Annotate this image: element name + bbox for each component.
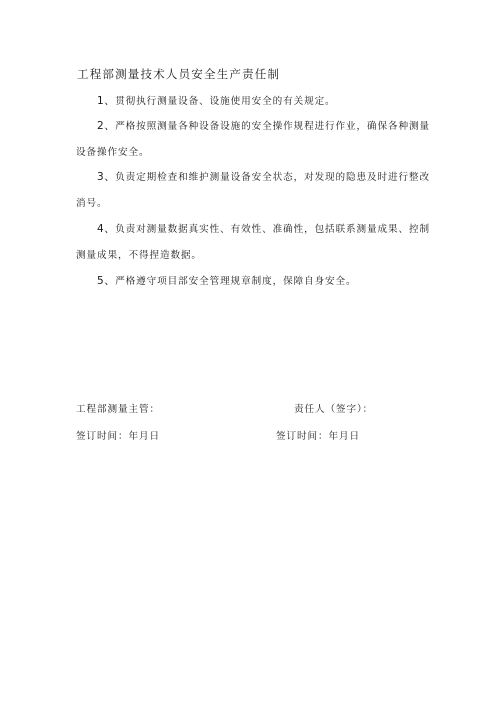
item-number: 4 [97,223,105,235]
item-number: 5 [97,275,105,287]
responsibility-item-4 [76,216,434,269]
item-number: 2 [97,120,105,132]
item-separator: 、 [104,223,116,235]
responsibility-item-2 [76,113,434,166]
item-separator: 、 [104,95,116,107]
responsible-person-signature-label: 责任人（签字）： [294,404,374,415]
supervisor-signature-label: 工程部测量主管： [76,404,160,415]
item-text: 贯彻执行测量设备、设施使用安全的有关规定。 [115,96,336,107]
item-separator: 、 [104,120,116,132]
item-separator: 、 [104,275,116,287]
item-text: 负责对测量数据真实性、有效性、准确性，包括联系测量成果、控制测量成果，不得捏造数据。 [76,224,430,261]
item-text: 负责定期检查和维护测量设备安全状态，对发现的隐患及时进行整改消号。 [76,172,430,209]
responsibility-item-1 [76,88,434,115]
responsibility-item-3 [76,164,434,217]
responsible-person-sign-date: 签订时间：年月日 [276,431,360,442]
item-text: 严格遵守项目部安全管理规章制度，保障自身安全。 [115,276,357,287]
item-number: 3 [97,171,105,183]
item-separator: 、 [104,171,116,183]
document-title: 工程部测量技术人员安全生产责任制 [77,67,281,81]
item-text: 严格按照测量各种设备设施的安全操作规程进行作业，确保各种测量设备操作安全。 [76,121,430,158]
supervisor-sign-date: 签订时间：年月日 [76,431,160,442]
responsibility-item-5 [76,268,434,295]
item-number: 1 [97,95,105,107]
